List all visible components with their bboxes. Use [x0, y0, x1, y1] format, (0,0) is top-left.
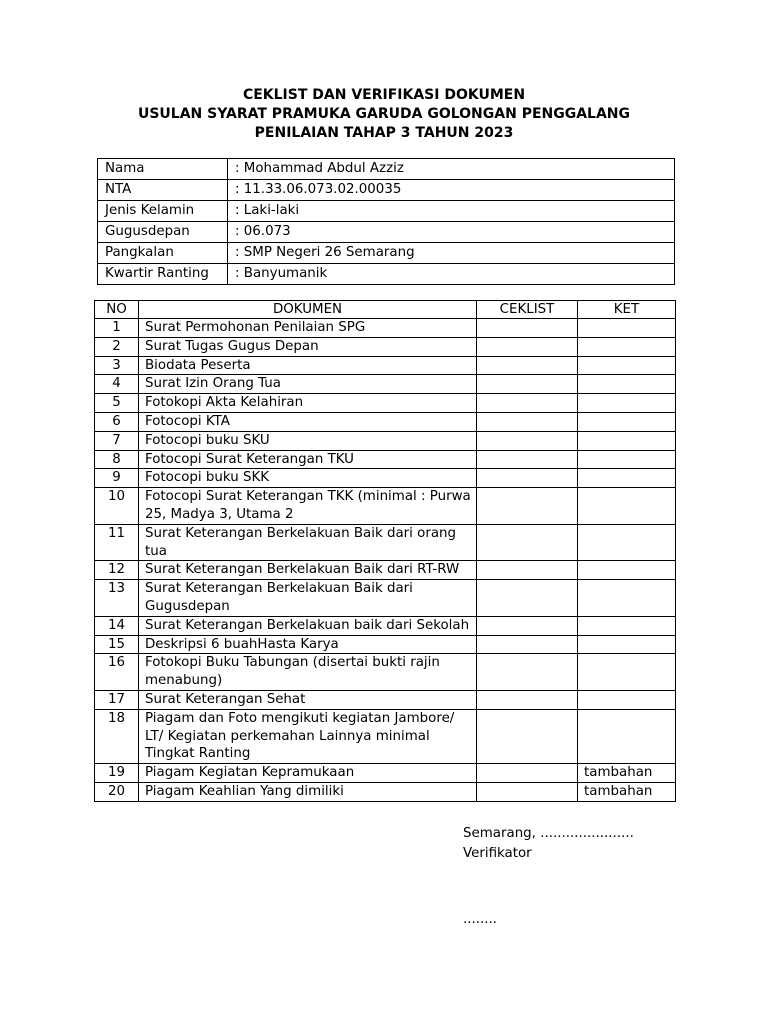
cell-dokumen: Surat Keterangan Berkelakuan Baik dari RT-RW	[139, 561, 477, 580]
cell-no: 9	[95, 469, 139, 488]
cell-dokumen: Surat Keterangan Sehat	[139, 690, 477, 709]
cell-dokumen: Surat Keterangan Berkelakuan Baik dari orang tua	[139, 524, 477, 561]
cell-ceklist	[477, 431, 578, 450]
table-row	[95, 654, 676, 691]
cell-ket	[578, 412, 676, 431]
info-row	[98, 159, 675, 180]
cell-no: 11	[95, 524, 139, 561]
table-row	[95, 337, 676, 356]
cell-ket	[578, 319, 676, 338]
cell-dokumen: Piagam dan Foto mengikuti kegiatan Jambore/ LT/ Kegiatan perkemahan Lainnya minimal Tingkat Ranting	[139, 709, 477, 763]
info-label: Jenis Kelamin	[98, 201, 228, 222]
cell-ceklist	[477, 690, 578, 709]
info-value: : 06.073	[228, 222, 675, 243]
table-row	[95, 561, 676, 580]
cell-no: 16	[95, 654, 139, 691]
cell-ceklist	[477, 524, 578, 561]
cell-no: 6	[95, 412, 139, 431]
cell-dokumen: Piagam Keahlian Yang dimiliki	[139, 782, 477, 801]
cell-ceklist	[477, 394, 578, 413]
cell-no: 19	[95, 764, 139, 783]
cell-no: 17	[95, 690, 139, 709]
signature-place-date: Semarang, ......................	[463, 826, 634, 841]
info-label: Pangkalan	[98, 243, 228, 264]
info-row	[98, 222, 675, 243]
info-label: Kwartir Ranting	[98, 264, 228, 285]
cell-ceklist	[477, 782, 578, 801]
cell-dokumen: Fotocopi Surat Keterangan TKU	[139, 450, 477, 469]
cell-no: 13	[95, 580, 139, 617]
table-row	[95, 635, 676, 654]
document-checklist-table	[94, 300, 676, 802]
cell-ket	[578, 580, 676, 617]
cell-ceklist	[477, 319, 578, 338]
cell-ceklist	[477, 561, 578, 580]
cell-ket	[578, 690, 676, 709]
cell-ceklist	[477, 375, 578, 394]
cell-no: 2	[95, 337, 139, 356]
table-row	[95, 524, 676, 561]
title-line-1: CEKLIST DAN VERIFIKASI DOKUMEN	[242, 87, 526, 103]
cell-ket	[578, 394, 676, 413]
header-dokumen: DOKUMEN	[139, 301, 477, 319]
info-row	[98, 264, 675, 285]
cell-ceklist	[477, 450, 578, 469]
cell-no: 15	[95, 635, 139, 654]
signature-block	[463, 824, 634, 864]
cell-ket	[578, 488, 676, 525]
info-value: : Banyumanik	[228, 264, 675, 285]
cell-ceklist	[477, 709, 578, 763]
info-value: : Laki-laki	[228, 201, 675, 222]
cell-ceklist	[477, 469, 578, 488]
table-row	[95, 616, 676, 635]
table-row	[95, 431, 676, 450]
cell-ceklist	[477, 337, 578, 356]
title-line-3: PENILAIAN TAHAP 3 TAHUN 2023	[254, 125, 514, 141]
cell-no: 14	[95, 616, 139, 635]
cell-ceklist	[477, 356, 578, 375]
cell-dokumen: Piagam Kegiatan Kepramukaan	[139, 764, 477, 783]
info-label: NTA	[98, 180, 228, 201]
participant-info-table	[97, 158, 675, 285]
table-row	[95, 782, 676, 801]
cell-dokumen: Fotocopi Surat Keterangan TKK (minimal : Purwa 25, Madya 3, Utama 2	[139, 488, 477, 525]
header-ceklist: CEKLIST	[477, 301, 578, 319]
cell-dokumen: Deskripsi 6 buahHasta Karya	[139, 635, 477, 654]
cell-ket	[578, 337, 676, 356]
info-value: : 11.33.06.073.02.00035	[228, 180, 675, 201]
title-line-2: USULAN SYARAT PRAMUKA GARUDA GOLONGAN PENGGALANG	[137, 106, 631, 122]
cell-no: 7	[95, 431, 139, 450]
cell-ceklist	[477, 412, 578, 431]
cell-no: 8	[95, 450, 139, 469]
table-header-row	[95, 301, 676, 319]
table-row	[95, 469, 676, 488]
cell-ceklist	[477, 616, 578, 635]
cell-dokumen: Surat Keterangan Berkelakuan baik dari Sekolah	[139, 616, 477, 635]
cell-ket	[578, 431, 676, 450]
table-row	[95, 375, 676, 394]
cell-no: 20	[95, 782, 139, 801]
info-row	[98, 201, 675, 222]
cell-no: 1	[95, 319, 139, 338]
cell-ceklist	[477, 488, 578, 525]
table-row	[95, 709, 676, 763]
cell-no: 5	[95, 394, 139, 413]
cell-ket	[578, 524, 676, 561]
cell-ceklist	[477, 635, 578, 654]
cell-ceklist	[477, 580, 578, 617]
cell-dokumen: Surat Keterangan Berkelakuan Baik dari Gugusdepan	[139, 580, 477, 617]
info-label: Nama	[98, 159, 228, 180]
header-ket: KET	[578, 301, 676, 319]
info-value: : SMP Negeri 26 Semarang	[228, 243, 675, 264]
signature-role: Verifikator	[463, 846, 532, 861]
cell-dokumen: Surat Permohonan Penilaian SPG	[139, 319, 477, 338]
header-no: NO	[95, 301, 139, 319]
cell-ket	[578, 375, 676, 394]
table-row	[95, 450, 676, 469]
cell-no: 12	[95, 561, 139, 580]
cell-ket	[578, 356, 676, 375]
info-row	[98, 243, 675, 264]
signature-name: ........	[463, 912, 498, 927]
cell-ket	[578, 709, 676, 763]
cell-dokumen: Surat Tugas Gugus Depan	[139, 337, 477, 356]
cell-ket: tambahan	[578, 782, 676, 801]
cell-dokumen: Biodata Peserta	[139, 356, 477, 375]
cell-dokumen: Fotocopi buku SKK	[139, 469, 477, 488]
cell-no: 4	[95, 375, 139, 394]
cell-ceklist	[477, 654, 578, 691]
cell-ket	[578, 561, 676, 580]
cell-dokumen: Fotocopi buku SKU	[139, 431, 477, 450]
cell-dokumen: Fotokopi Akta Kelahiran	[139, 394, 477, 413]
cell-dokumen: Surat Izin Orang Tua	[139, 375, 477, 394]
info-value: : Mohammad Abdul Azziz	[228, 159, 675, 180]
table-row	[95, 356, 676, 375]
document-title	[0, 86, 768, 143]
cell-ceklist	[477, 764, 578, 783]
cell-ket	[578, 616, 676, 635]
table-row	[95, 580, 676, 617]
cell-dokumen: Fotokopi Buku Tabungan (disertai bukti rajin menabung)	[139, 654, 477, 691]
cell-no: 18	[95, 709, 139, 763]
cell-ket	[578, 450, 676, 469]
cell-ket	[578, 469, 676, 488]
table-row	[95, 764, 676, 783]
cell-ket: tambahan	[578, 764, 676, 783]
table-row	[95, 319, 676, 338]
info-label: Gugusdepan	[98, 222, 228, 243]
table-row	[95, 412, 676, 431]
cell-ket	[578, 635, 676, 654]
table-row	[95, 394, 676, 413]
info-row	[98, 180, 675, 201]
cell-no: 10	[95, 488, 139, 525]
cell-dokumen: Fotocopi KTA	[139, 412, 477, 431]
cell-ket	[578, 654, 676, 691]
cell-no: 3	[95, 356, 139, 375]
table-row	[95, 690, 676, 709]
table-row	[95, 488, 676, 525]
